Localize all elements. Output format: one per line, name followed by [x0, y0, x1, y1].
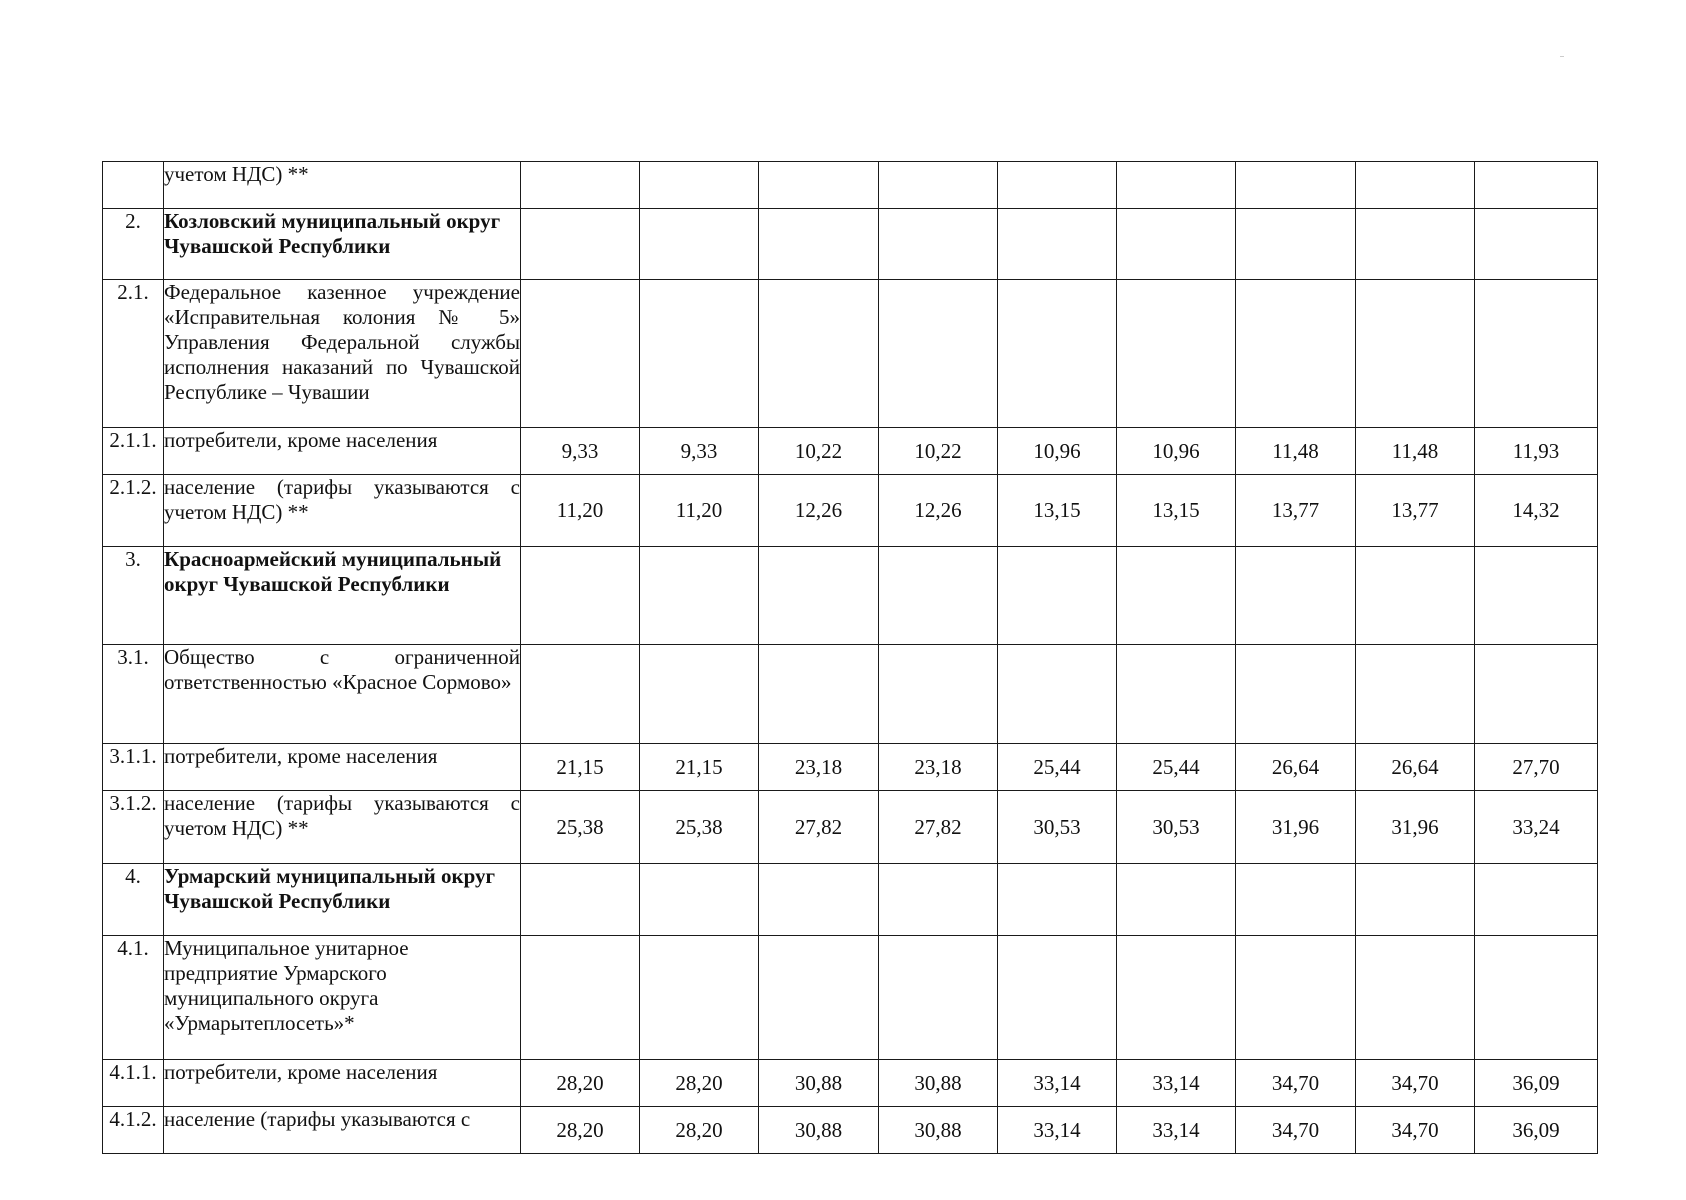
- row-description: население (тарифы указываются с учетом НДС) **: [164, 475, 521, 547]
- tariff-value-cell: [1356, 864, 1475, 936]
- row-number: 3.1.1.: [103, 744, 164, 791]
- tariff-value-cell: [1356, 280, 1475, 428]
- tariff-value-cell: [1236, 547, 1356, 645]
- tariff-value-cell: 28,20: [521, 1060, 640, 1107]
- tariff-value-cell: 28,20: [640, 1107, 759, 1154]
- row-number: 4.1.: [103, 936, 164, 1060]
- tariff-value-cell: [1236, 936, 1356, 1060]
- table-row: [103, 1060, 1598, 1107]
- tariff-value-cell: [1356, 209, 1475, 280]
- tariff-value-cell: 33,14: [998, 1107, 1117, 1154]
- tariff-value-cell: [1117, 280, 1236, 428]
- tariff-value-cell: [640, 547, 759, 645]
- tariff-value-cell: 26,64: [1236, 744, 1356, 791]
- tariff-value-cell: [1236, 280, 1356, 428]
- tariff-value-cell: [879, 547, 998, 645]
- tariff-value-cell: [1475, 162, 1598, 209]
- table-row: [103, 744, 1598, 791]
- tariff-value-cell: 33,14: [1117, 1060, 1236, 1107]
- tariff-value-cell: 13,77: [1236, 475, 1356, 547]
- tariff-value-cell: [879, 936, 998, 1060]
- tariff-value-cell: 34,70: [1236, 1107, 1356, 1154]
- row-number: 3.1.2.: [103, 791, 164, 864]
- table-body: [103, 162, 1598, 1154]
- tariff-value-cell: [1475, 645, 1598, 744]
- row-description: Муниципальное унитарное предприятие Урмарского муниципального округа «Урмарытеплосеть»*: [164, 936, 521, 1060]
- table-row: [103, 791, 1598, 864]
- tariff-value-cell: [759, 864, 879, 936]
- tariff-value-cell: [1117, 209, 1236, 280]
- row-description: Общество с ограниченной ответственностью «Красное Сормово»: [164, 645, 521, 744]
- tariff-value-cell: 11,20: [640, 475, 759, 547]
- tariff-value-cell: [998, 547, 1117, 645]
- section-heading: Красноармейский муниципальный округ Чувашской Республики: [164, 547, 521, 645]
- tariff-value-cell: [998, 162, 1117, 209]
- section-heading: Козловский муниципальный округ Чувашской Республики: [164, 209, 521, 280]
- tariff-value-cell: 31,96: [1356, 791, 1475, 864]
- tariff-value-cell: 33,24: [1475, 791, 1598, 864]
- row-number: 3.1.: [103, 645, 164, 744]
- tariff-value-cell: [640, 645, 759, 744]
- row-number: 2.1.2.: [103, 475, 164, 547]
- tariff-value-cell: 27,70: [1475, 744, 1598, 791]
- tariff-value-cell: [1356, 162, 1475, 209]
- tariff-value-cell: 30,53: [1117, 791, 1236, 864]
- tariff-value-cell: [1356, 645, 1475, 744]
- tariff-value-cell: [1475, 864, 1598, 936]
- tariff-value-cell: 12,26: [759, 475, 879, 547]
- tariff-value-cell: 23,18: [759, 744, 879, 791]
- tariff-value-cell: 30,88: [759, 1107, 879, 1154]
- tariff-value-cell: [640, 864, 759, 936]
- tariff-value-cell: 33,14: [1117, 1107, 1236, 1154]
- tariff-value-cell: 27,82: [879, 791, 998, 864]
- tariff-value-cell: [521, 209, 640, 280]
- tariff-value-cell: 10,22: [879, 428, 998, 475]
- tariff-value-cell: 28,20: [640, 1060, 759, 1107]
- tariff-value-cell: [640, 162, 759, 209]
- tariff-value-cell: 30,53: [998, 791, 1117, 864]
- row-number: 4.1.2.: [103, 1107, 164, 1154]
- tariff-value-cell: 25,38: [640, 791, 759, 864]
- tariff-value-cell: [1236, 645, 1356, 744]
- tariff-value-cell: 36,09: [1475, 1107, 1598, 1154]
- tariff-value-cell: [759, 209, 879, 280]
- row-description: население (тарифы указываются с учетом НДС) **: [164, 791, 521, 864]
- tariff-value-cell: 30,88: [759, 1060, 879, 1107]
- tariff-value-cell: [1356, 547, 1475, 645]
- table-row: [103, 428, 1598, 475]
- row-number: 2.1.1.: [103, 428, 164, 475]
- section-heading: Урмарский муниципальный округ Чувашской Республики: [164, 864, 521, 936]
- tariff-value-cell: [1356, 936, 1475, 1060]
- tariff-value-cell: [521, 162, 640, 209]
- tariff-value-cell: 28,20: [521, 1107, 640, 1154]
- row-number: 2.1.: [103, 280, 164, 428]
- tariff-value-cell: [1475, 280, 1598, 428]
- tariff-value-cell: 23,18: [879, 744, 998, 791]
- row-description: учетом НДС) **: [164, 162, 521, 209]
- tariff-value-cell: [759, 936, 879, 1060]
- tariff-value-cell: 11,93: [1475, 428, 1598, 475]
- tariff-value-cell: [1236, 162, 1356, 209]
- tariff-value-cell: [879, 209, 998, 280]
- tariff-value-cell: 34,70: [1356, 1060, 1475, 1107]
- tariff-value-cell: [640, 209, 759, 280]
- tariff-value-cell: [1117, 936, 1236, 1060]
- tariff-value-cell: [1117, 547, 1236, 645]
- tariff-value-cell: [1475, 209, 1598, 280]
- tariff-value-cell: [521, 645, 640, 744]
- tariff-value-cell: [879, 280, 998, 428]
- tariff-value-cell: [521, 280, 640, 428]
- table-row: [103, 209, 1598, 280]
- tariff-value-cell: 11,48: [1236, 428, 1356, 475]
- table-row: [103, 162, 1598, 209]
- tariff-value-cell: 10,96: [1117, 428, 1236, 475]
- tariff-value-cell: 25,44: [998, 744, 1117, 791]
- table-row: [103, 1107, 1598, 1154]
- tariff-value-cell: [879, 645, 998, 744]
- tariff-value-cell: 9,33: [521, 428, 640, 475]
- table-row: [103, 280, 1598, 428]
- row-description: потребители, кроме населения: [164, 1060, 521, 1107]
- row-number: 4.: [103, 864, 164, 936]
- tariff-value-cell: 13,77: [1356, 475, 1475, 547]
- row-number: [103, 162, 164, 209]
- tariff-value-cell: 25,44: [1117, 744, 1236, 791]
- tariff-value-cell: [1236, 864, 1356, 936]
- row-number: 3.: [103, 547, 164, 645]
- tariff-value-cell: 14,32: [1475, 475, 1598, 547]
- tariff-value-cell: 34,70: [1236, 1060, 1356, 1107]
- tariff-value-cell: [1236, 209, 1356, 280]
- tariff-table: [102, 161, 1598, 1154]
- scan-speck: [1560, 56, 1564, 57]
- tariff-value-cell: [1117, 162, 1236, 209]
- tariff-value-cell: 13,15: [1117, 475, 1236, 547]
- tariff-value-cell: 30,88: [879, 1107, 998, 1154]
- tariff-value-cell: [759, 645, 879, 744]
- tariff-value-cell: 12,26: [879, 475, 998, 547]
- row-description: Федеральное казенное учреждение «Исправительная колония № 5» Управления Федеральной службы исполнения наказаний по Чувашской Республике – Чувашии: [164, 280, 521, 428]
- tariff-value-cell: 31,96: [1236, 791, 1356, 864]
- table-row: [103, 475, 1598, 547]
- tariff-value-cell: 33,14: [998, 1060, 1117, 1107]
- tariff-value-cell: [521, 936, 640, 1060]
- row-description: население (тарифы указываются с: [164, 1107, 521, 1154]
- tariff-value-cell: [1475, 547, 1598, 645]
- tariff-value-cell: 25,38: [521, 791, 640, 864]
- tariff-value-cell: 11,20: [521, 475, 640, 547]
- tariff-value-cell: 34,70: [1356, 1107, 1475, 1154]
- row-number: 2.: [103, 209, 164, 280]
- table-row: [103, 936, 1598, 1060]
- tariff-value-cell: [759, 547, 879, 645]
- tariff-value-cell: [759, 280, 879, 428]
- tariff-value-cell: [998, 864, 1117, 936]
- tariff-value-cell: 26,64: [1356, 744, 1475, 791]
- tariff-value-cell: 11,48: [1356, 428, 1475, 475]
- tariff-value-cell: [640, 280, 759, 428]
- tariff-value-cell: 10,22: [759, 428, 879, 475]
- tariff-value-cell: [1117, 645, 1236, 744]
- table-row: [103, 864, 1598, 936]
- tariff-value-cell: [998, 280, 1117, 428]
- tariff-value-cell: 21,15: [640, 744, 759, 791]
- tariff-value-cell: 10,96: [998, 428, 1117, 475]
- tariff-value-cell: [521, 864, 640, 936]
- tariff-value-cell: [879, 864, 998, 936]
- tariff-value-cell: [1475, 936, 1598, 1060]
- tariff-value-cell: [640, 936, 759, 1060]
- tariff-value-cell: [521, 547, 640, 645]
- tariff-value-cell: 36,09: [1475, 1060, 1598, 1107]
- row-description: потребители, кроме населения: [164, 744, 521, 791]
- tariff-value-cell: [1117, 864, 1236, 936]
- tariff-value-cell: 27,82: [759, 791, 879, 864]
- table-row: [103, 645, 1598, 744]
- table-row: [103, 547, 1598, 645]
- tariff-value-cell: 9,33: [640, 428, 759, 475]
- tariff-value-cell: 13,15: [998, 475, 1117, 547]
- tariff-value-cell: [998, 645, 1117, 744]
- tariff-value-cell: [998, 936, 1117, 1060]
- row-number: 4.1.1.: [103, 1060, 164, 1107]
- tariff-value-cell: [998, 209, 1117, 280]
- tariff-value-cell: [879, 162, 998, 209]
- tariff-value-cell: 30,88: [879, 1060, 998, 1107]
- row-description: потребители, кроме населения: [164, 428, 521, 475]
- tariff-value-cell: 21,15: [521, 744, 640, 791]
- tariff-value-cell: [759, 162, 879, 209]
